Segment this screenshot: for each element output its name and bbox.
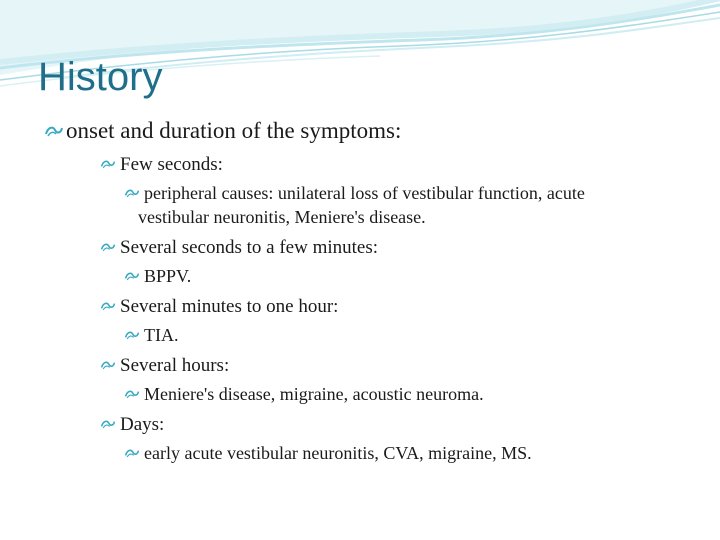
- wave-swirl-bullet-icon: [124, 329, 140, 341]
- wave-swirl-bullet-icon: [100, 241, 116, 253]
- bullet-item-text: onset and duration of the symptoms:: [66, 118, 402, 143]
- wave-swirl-bullet-icon: [100, 359, 116, 371]
- bullet-item-text: Days:: [120, 414, 165, 435]
- bullet-item-text: Meniere's disease, migraine, acoustic neuroma.: [144, 384, 484, 404]
- wave-swirl-bullet-icon: [100, 300, 116, 312]
- bullet-item-text: Several hours:: [120, 355, 230, 376]
- bullet-item-early-acute: [124, 443, 532, 464]
- wave-swirl-bullet-icon: [124, 270, 140, 282]
- wave-swirl-bullet-icon: [44, 124, 64, 138]
- bullet-item-days: [100, 414, 164, 436]
- wave-swirl-bullet-icon: [124, 187, 140, 199]
- bullet-item-text: BPPV.: [144, 266, 192, 286]
- bullet-item-few-seconds: [100, 154, 223, 176]
- wave-swirl-bullet-icon: [100, 418, 116, 430]
- bullet-item-bppv: [124, 266, 191, 287]
- bullet-item-text: early acute vestibular neuronitis, CVA, migraine, MS.: [144, 443, 532, 463]
- bullet-item-text: Several minutes to one hour:: [120, 296, 339, 317]
- bullet-item-seconds-to-minutes: [100, 237, 378, 259]
- bullet-item-text: peripheral causes: unilateral loss of vestibular function, acute: [144, 183, 585, 203]
- bullet-item-text: TIA.: [144, 325, 179, 345]
- bullet-item-text: Few seconds:: [120, 154, 223, 175]
- bullet-item-onset: [44, 118, 401, 144]
- wave-swirl-bullet-icon: [100, 158, 116, 170]
- bullet-item-meniere: [124, 384, 484, 405]
- bullet-item-minutes-to-hour: [100, 296, 338, 318]
- bullet-item-tia: [124, 325, 179, 346]
- wave-swirl-bullet-icon: [124, 388, 140, 400]
- bullet-item-several-hours: [100, 355, 229, 377]
- wave-swirl-bullet-icon: [124, 447, 140, 459]
- bullet-item-peripheral: [124, 183, 585, 204]
- bullet-item-continuation: vestibular neuronitis, Meniere's disease.: [138, 207, 426, 227]
- bullet-item-text: Several seconds to a few minutes:: [120, 237, 379, 258]
- slide-title: History: [38, 55, 163, 99]
